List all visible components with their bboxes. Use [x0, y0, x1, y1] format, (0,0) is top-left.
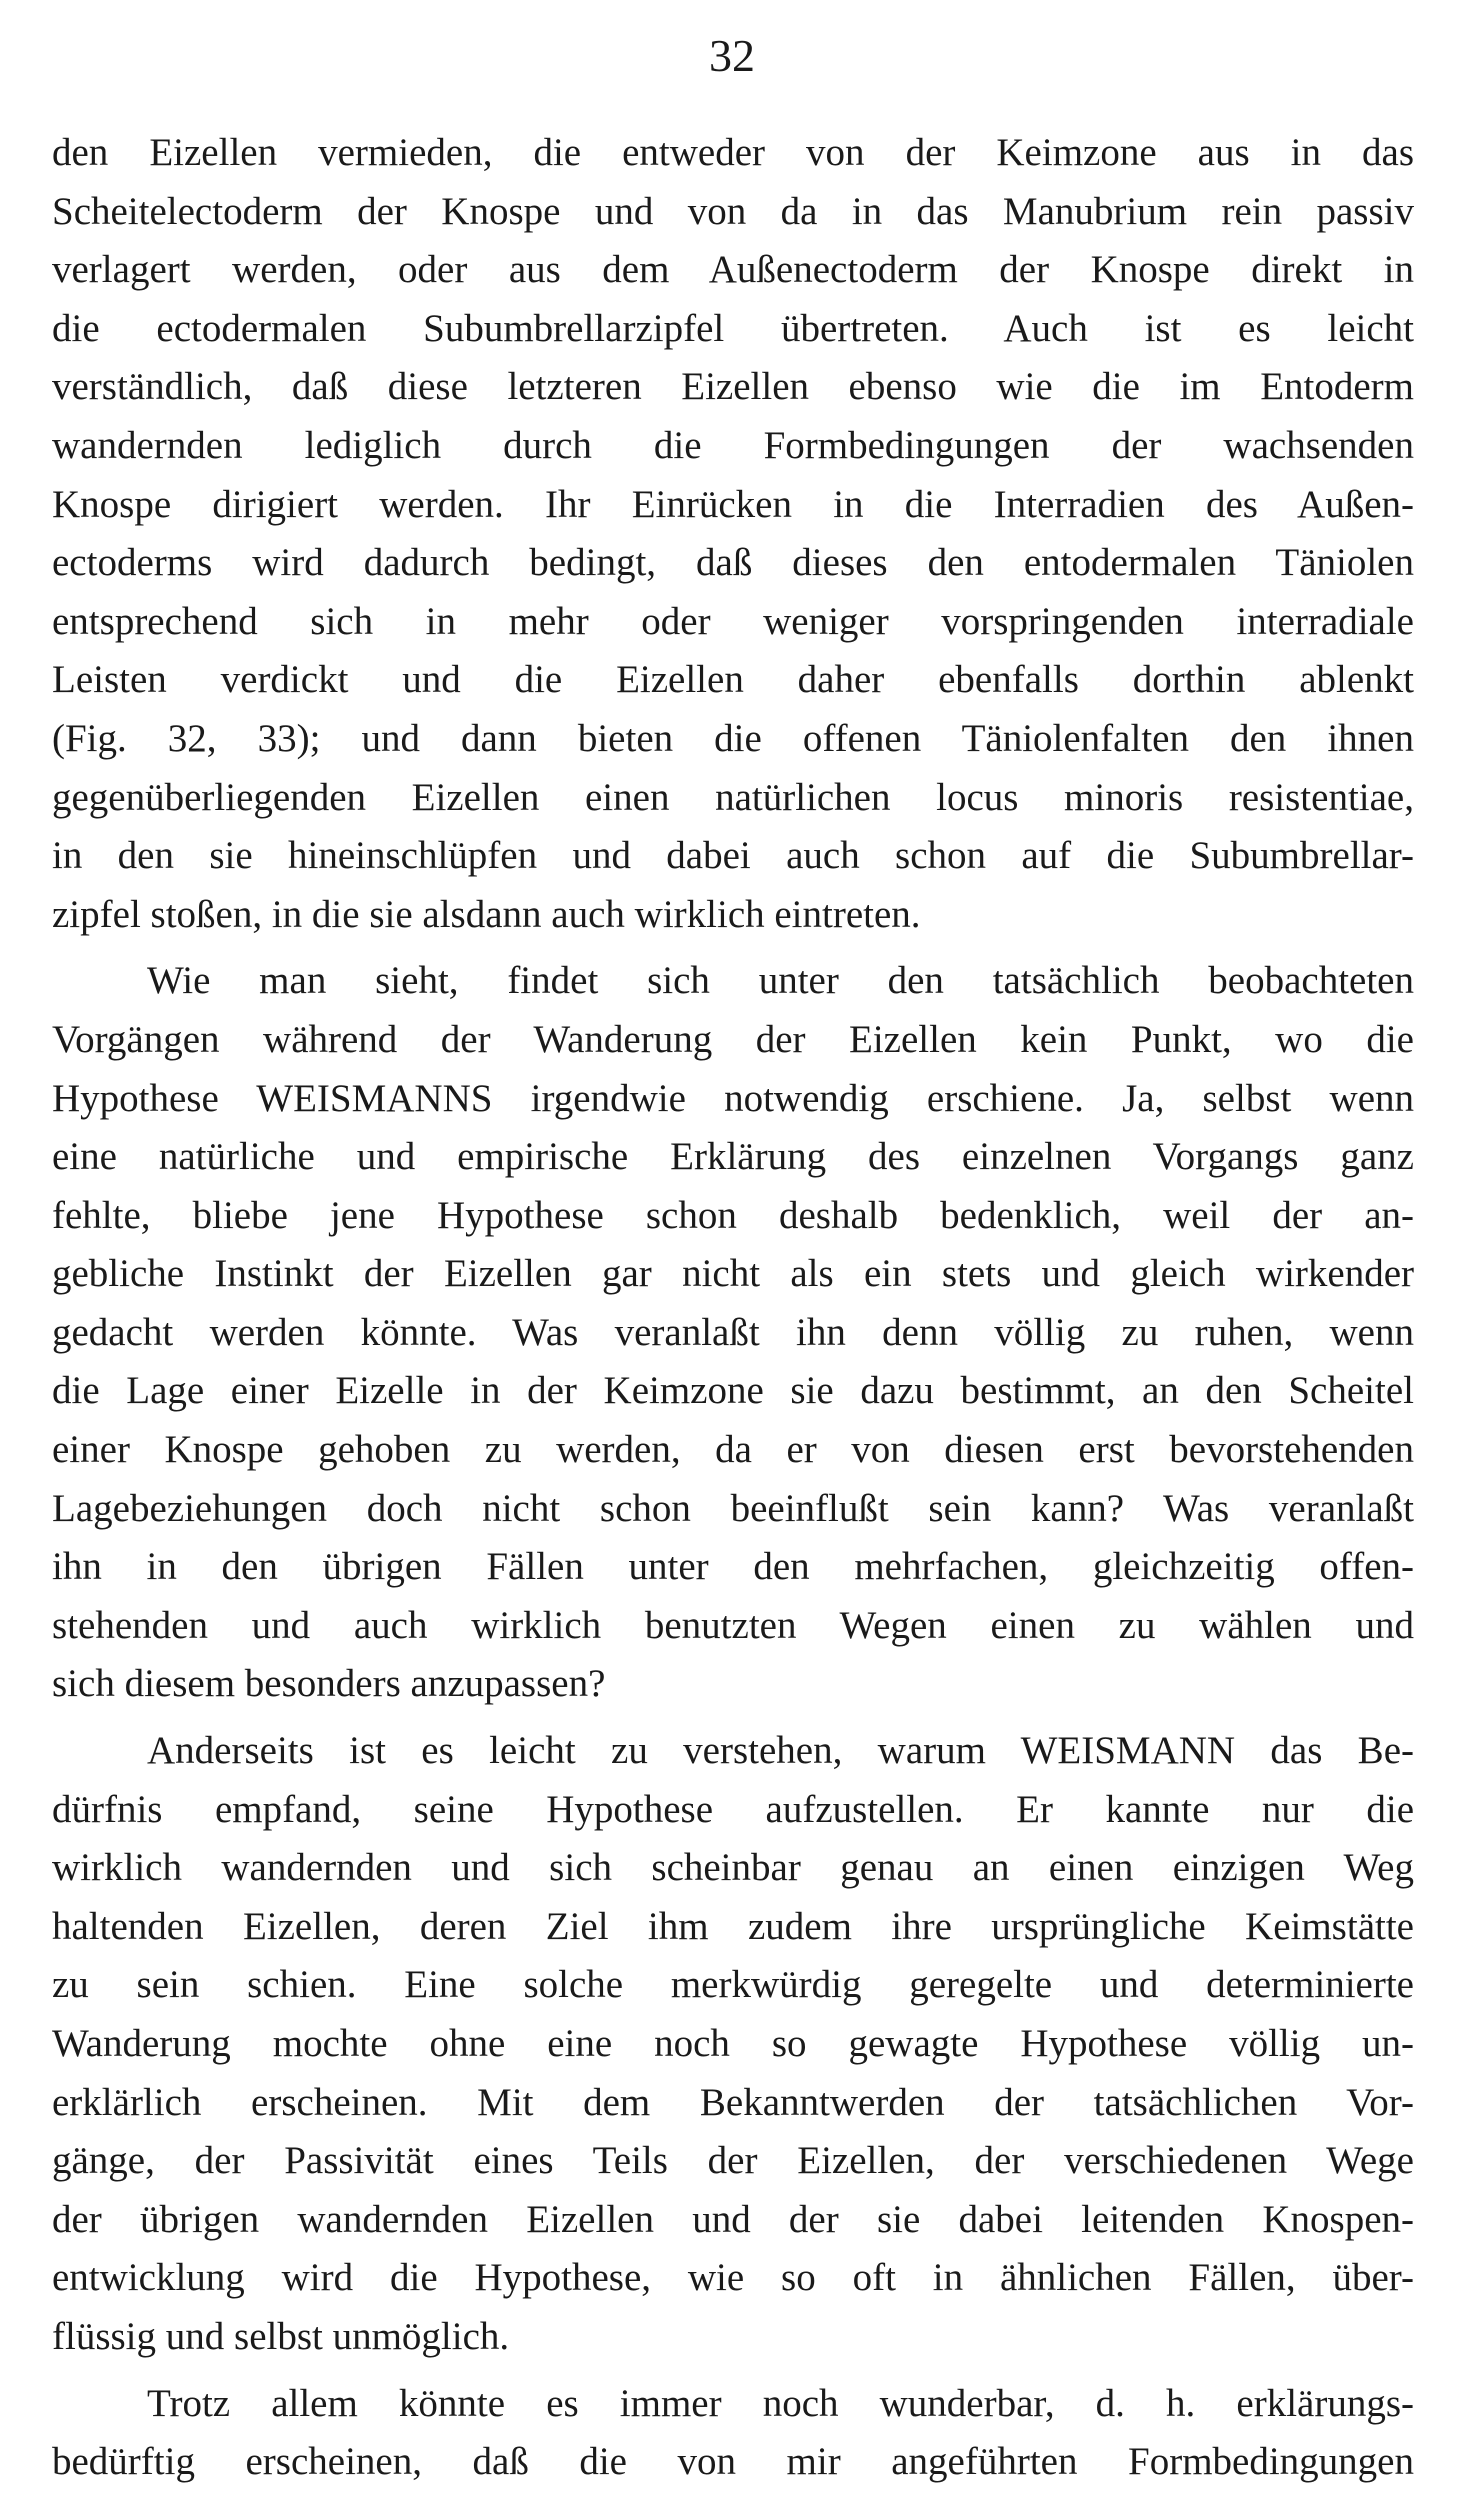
text-line: Scheitelectoderm der Knospe und von da in das Manubrium rein passiv: [52, 189, 1414, 233]
body-text: [52, 124, 1414, 2492]
text-line: wirklich wandernden und sich scheinbar genau an einen einzigen Weg: [52, 1846, 1414, 1890]
text-line: den Eizellen vermieden, die entweder von der Keimzone aus in das: [52, 131, 1414, 174]
text-line: gedacht werden könnte. Was veranlaßt ihn denn völlig zu ruhen, wenn: [52, 1310, 1414, 1354]
text-line: wandernden lediglich durch die Formbedingungen der wachsenden: [52, 423, 1414, 467]
page-number: 32: [709, 30, 755, 81]
text-line: bedürftig erscheinen, daß die von mir angeführten Formbedingungen: [52, 2440, 1414, 2484]
text-line: Trotz allem könnte es immer noch wunderbar, d. h. erklärungs-: [147, 2381, 1414, 2425]
text-line: ectoderms wird dadurch bedingt, daß dieses den entodermalen Täniolen: [52, 541, 1414, 585]
text-line: Lagebeziehungen doch nicht schon beeinflußt sein kann? Was veranlaßt: [52, 1486, 1414, 1530]
text-line: entsprechend sich in mehr oder weniger vorspringenden interradiale: [52, 599, 1414, 643]
text-line: Wanderung mochte ohne eine noch so gewagte Hypothese völlig un-: [52, 2022, 1414, 2065]
text-line: eine natürliche und empirische Erklärung des einzelnen Vorgangs ganz: [52, 1135, 1414, 1179]
paragraph-gap: [52, 1714, 1414, 1722]
text-line: (Fig. 32, 33); und dann bieten die offenen Täniolenfalten den ihnen: [52, 716, 1414, 760]
text-line: erklärlich erscheinen. Mit dem Bekanntwerden der tatsächlichen Vor-: [52, 2080, 1414, 2124]
text-line: verständlich, daß diese letzteren Eizellen ebenso wie die im Entoderm: [52, 365, 1414, 409]
text-line: sich diesem besonders anzupassen?: [52, 1662, 606, 1706]
text-line: einer Knospe gehoben zu werden, da er von diesen erst bevorstehenden: [52, 1428, 1414, 1472]
text-line: in den sie hineinschlüpfen und dabei auch schon auf die Subumbrellar-: [52, 834, 1414, 878]
paragraph: [52, 124, 1414, 944]
paragraph: [52, 2375, 1414, 2492]
text-line: Leisten verdickt und die Eizellen daher ebenfalls dorthin ablenkt: [52, 658, 1414, 702]
text-line: Vorgängen während der Wanderung der Eizellen kein Punkt, wo die: [52, 1017, 1414, 1061]
paragraph: [52, 1722, 1414, 2367]
text-line: Knospe dirigiert werden. Ihr Einrücken in die Interradien des Außen-: [52, 482, 1414, 526]
paragraph-gap: [52, 2367, 1414, 2375]
text-line: gegenüberliegenden Eizellen einen natürlichen locus minoris resistentiae,: [52, 775, 1414, 819]
text-line: zipfel stoßen, in die sie alsdann auch wirklich eintreten.: [52, 892, 921, 936]
text-line: gänge, der Passivität eines Teils der Eizellen, der verschiedenen Wege: [52, 2139, 1414, 2183]
paragraph-gap: [52, 944, 1414, 952]
text-line: ihn in den übrigen Fällen unter den mehrfachen, gleichzeitig offen-: [52, 1545, 1414, 1589]
text-line: dürfnis empfand, seine Hypothese aufzustellen. Er kannte nur die: [52, 1787, 1414, 1831]
text-line: Wie man sieht, findet sich unter den tatsächlich beobachteten: [147, 959, 1414, 1003]
text-line: Hypothese WEISMANNS irgendwie notwendig erschiene. Ja, selbst wenn: [52, 1076, 1414, 1120]
paragraph: [52, 952, 1414, 1714]
text-line: Anderseits ist es leicht zu verstehen, warum WEISMANN das Be-: [147, 1729, 1414, 1773]
text-line: fehlte, bliebe jene Hypothese schon deshalb bedenklich, weil der an-: [52, 1193, 1414, 1237]
text-line: stehenden und auch wirklich benutzten Wegen einen zu wählen und: [52, 1603, 1414, 1647]
text-line: zu sein schien. Eine solche merkwürdig geregelte und determinierte: [52, 1963, 1414, 2007]
text-line: flüssig und selbst unmöglich.: [52, 2314, 510, 2358]
text-line: die Lage einer Eizelle in der Keimzone sie dazu bestimmt, an den Scheitel: [52, 1369, 1414, 1413]
text-line: entwicklung wird die Hypothese, wie so oft in ähnlichen Fällen, über-: [52, 2256, 1414, 2300]
text-line: verlagert werden, oder aus dem Außenectoderm der Knospe direkt in: [52, 248, 1414, 292]
text-line: der übrigen wandernden Eizellen und der sie dabei leitenden Knospen-: [52, 2197, 1414, 2241]
text-line: gebliche Instinkt der Eizellen gar nicht als ein stets und gleich wirkender: [52, 1252, 1414, 1296]
text-line: die ectodermalen Subumbrellarzipfel übertreten. Auch ist es leicht: [52, 306, 1414, 350]
text-line: haltenden Eizellen, deren Ziel ihm zudem ihre ursprüngliche Keimstätte: [52, 1904, 1414, 1948]
